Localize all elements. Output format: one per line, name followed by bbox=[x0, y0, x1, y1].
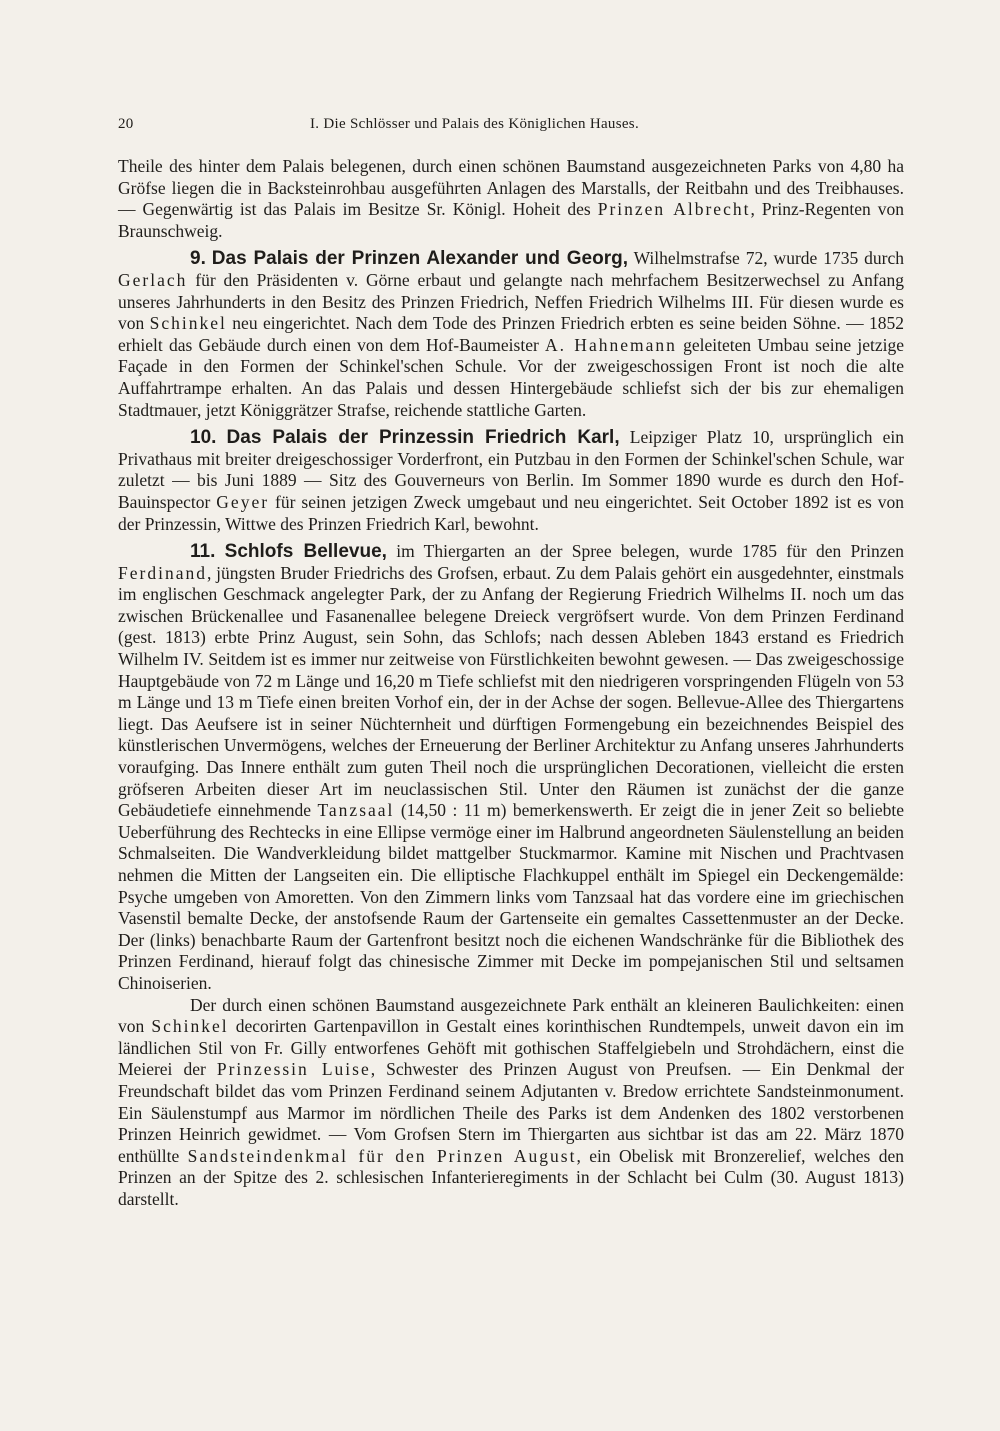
body-text bbox=[118, 156, 904, 1211]
monument-name: Sandsteindenkmal für den Prinzen August bbox=[187, 1145, 577, 1166]
paragraph-continuation: Theile des hinter dem Palais belegenen, durch einen schönen Baumstand ausgezeichneten Parks von 4,80 ha Gröfse liegen die in Backsteinrohbau ausgeführten Anlagen des Marstalls, der Reitbahn und des Treibhauses. — Gegenwärtig ist das Palais im Besitze Sr. Königl. Hoheit des Prinzen Albrecht, Prinz-Regenten von Braunschweig. bbox=[118, 156, 904, 241]
person-name: Schinkel bbox=[149, 313, 227, 334]
section-number: 11. bbox=[190, 541, 216, 563]
section-10: 10. Das Palais der Prinzessin Friedrich Karl, Leipziger Platz 10, ursprünglich ein Privathaus mit breiter dreigeschossiger Vorderfront, ein Putzbau in den Formen der Schinkel'schen Schule, war zuletzt — bis Juni 1889 — Sitz des Gouverneurs von Berlin. Im Sommer 1890 wurde es durch den Hof-Bauinspector Geyer für seinen jetzigen Zweck umgebaut und neu eingerichtet. Seit October 1892 ist es von der Prinzessin, Wittwe des Prinzen Friedrich Karl, bewohnt. bbox=[118, 427, 904, 534]
person-name: Prinzen Albrecht bbox=[597, 199, 751, 220]
section-heading: Das Palais der Prinzen Alexander und Georg, bbox=[211, 248, 628, 270]
running-title: I. Die Schlösser und Palais des Königlichen Hauses. bbox=[310, 116, 639, 132]
person-name: Schinkel bbox=[151, 1016, 229, 1037]
section-9: 9. Das Palais der Prinzen Alexander und Georg, Wilhelmstrafse 72, wurde 1735 durch Gerlach für den Präsidenten v. Görne erbaut und gelangte nach mehrfachem Besitzerwechsel zu Anfang unseres Jahrhunderts in den Besitz des Prinzen Friedrich, Neffen Friedrich Wilhelms III. Für diesen wurde es von Schinkel neu eingerichtet. Nach dem Tode des Prinzen Friedrich erbten es seine beiden Söhne. — 1852 erhielt das Gebäude durch einen von dem Hof-Baumeister A. Hahnemann geleiteten Umbau seine jetzige Façade in den Formen der Schinkel'schen Schule. Vor der zweigeschossigen Front ist noch die alte Auffahrtrampe erhalten. An das Palais und dessen Hintergebäude schliefst sich der bis zur ehemaligen Stadtmauer, jetzt Königgrätzer Strafse, reichende stattliche Garten. bbox=[118, 248, 905, 420]
person-name: A. Hahnemann bbox=[545, 334, 677, 355]
person-name: Prinzessin Luise bbox=[216, 1059, 371, 1080]
section-number: 9. bbox=[190, 248, 206, 270]
section-number: 10. bbox=[190, 427, 217, 449]
section-heading: Das Palais der Prinzessin Friedrich Karl, bbox=[226, 427, 620, 449]
section-11-park: Der durch einen schönen Baumstand ausgezeichnete Park enthält an kleineren Baulichkeiten: einen von Schinkel decorirten Gartenpavillon in Gestalt eines korinthischen Rundtempels, unweit davon ein im ländlichen Stil von Fr. Gilly entworfenes Gehöft mit gothischen Staffelgiebeln und Strohdächern, einst die Meierei der Prinzessin Luise, Schwester des Prinzen August von Preufsen. — Ein Denkmal der Freundschaft bildet das vom Prinzen Ferdinand seinem Adjutanten v. Bredow errichtete Sandsteinmonument. Ein Säulenstumpf aus Marmor im nördlichen Theile des Parks ist dem Andenken des 1802 verstorbenen Prinzen Heinrich gewidmet. — Vom Grofsen Stern im Thiergarten aus sichtbar ist das am 22. März 1870 enthüllte Sandsteindenkmal für den Prinzen August, ein Obelisk mit Bronzerelief, welches den Prinzen an der Spitze des 2. schlesischen Infanterieregiments in der Schlacht bei Culm (30. August 1813) darstellt. bbox=[118, 994, 905, 1209]
page-number: 20 bbox=[118, 116, 134, 132]
person-name: Geyer bbox=[216, 491, 270, 512]
section-11: 11. Schlofs Bellevue, im Thiergarten an der Spree belegen, wurde 1785 für den Prinzen Ferdinand, jüngsten Bruder Friedrichs des Grofsen, erbaut. Zu dem Palais gehört ein ausgedehnter, einstmals im englischen Geschmack angelegter Park, der zu Anfang der Regierung Friedrich Wilhelms II. noch um das zwischen Brückenallee und Fasanenallee belegene Dreieck vergröfsert wurde. Von dem Prinzen Ferdinand (gest. 1813) erbte Prinz August, sein Sohn, das Schlofs; nach dessen Ableben 1843 erstand es Friedrich Wilhelm IV. Seitdem ist es immer nur zeitweise von Fürstlichkeiten bewohnt gewesen. — Das zweigeschossige Hauptgebäude von 72 m Länge und 16,20 m Tiefe schliefst mit den niedrigeren vorspringenden Flügeln von 53 m Länge und 13 m Tiefe einen breiten Vorhof ein, der in der Achse der sogen. Bellevue-Allee des Thiergartens liegt. Das Aeufsere ist in seiner Nüchternheit und dürftigen Formengebung ein bezeichnendes Beispiel des künstlerischen Unvermögens, welches der Erneuerung der Berliner Architektur zu Anfang unseres Jahrhunderts voraufging. Das Innere enthält zum guten Theil noch die ursprünglichen Decorationen, vielleicht die ersten gröfseren Arbeiten dieser Art im neuclassischen Stil. Unter den Räumen ist zunächst der die ganze Gebäudetiefe einnehmende Tanzsaal (14,50 : 11 m) bemerkenswerth. Er zeigt die in jener Zeit so beliebte Ueberführung des Rechtecks in eine Ellipse vermöge einer im Halbrund angeordneten Säulenstellung an beiden Schmalseiten. Die Wandverkleidung bildet mattgelber Stuckmarmor. Kamine mit Nischen und Prachtvasen nehmen die Mitten der Langseiten ein. Die elliptische Flachkuppel enthält im Spiegel ein Deckengemälde: Psyche umgeben von Amoretten. Von den Zimmern links vom Tanzsaal hat das vordere eine im griechischen Vasenstil bemalte Decke, der anstofsende Raum der Gartenseite ein gemaltes Cassettenmuster an der Decke. Der (links) benachbarte Raum der Gartenfront besitzt noch die eichenen Wandschränke für die Bibliothek des Prinzen Ferdinand, hierauf folgt das chinesische Zimmer mit Decke im pompejanischen Stil und seltsamen Chinoiserien. bbox=[118, 541, 904, 993]
person-name: Gerlach bbox=[118, 269, 188, 290]
room-name: Tanzsaal bbox=[317, 800, 395, 821]
running-head bbox=[118, 116, 908, 140]
person-name: Ferdinand bbox=[118, 562, 207, 583]
section-heading: Schlofs Bellevue, bbox=[224, 541, 387, 563]
